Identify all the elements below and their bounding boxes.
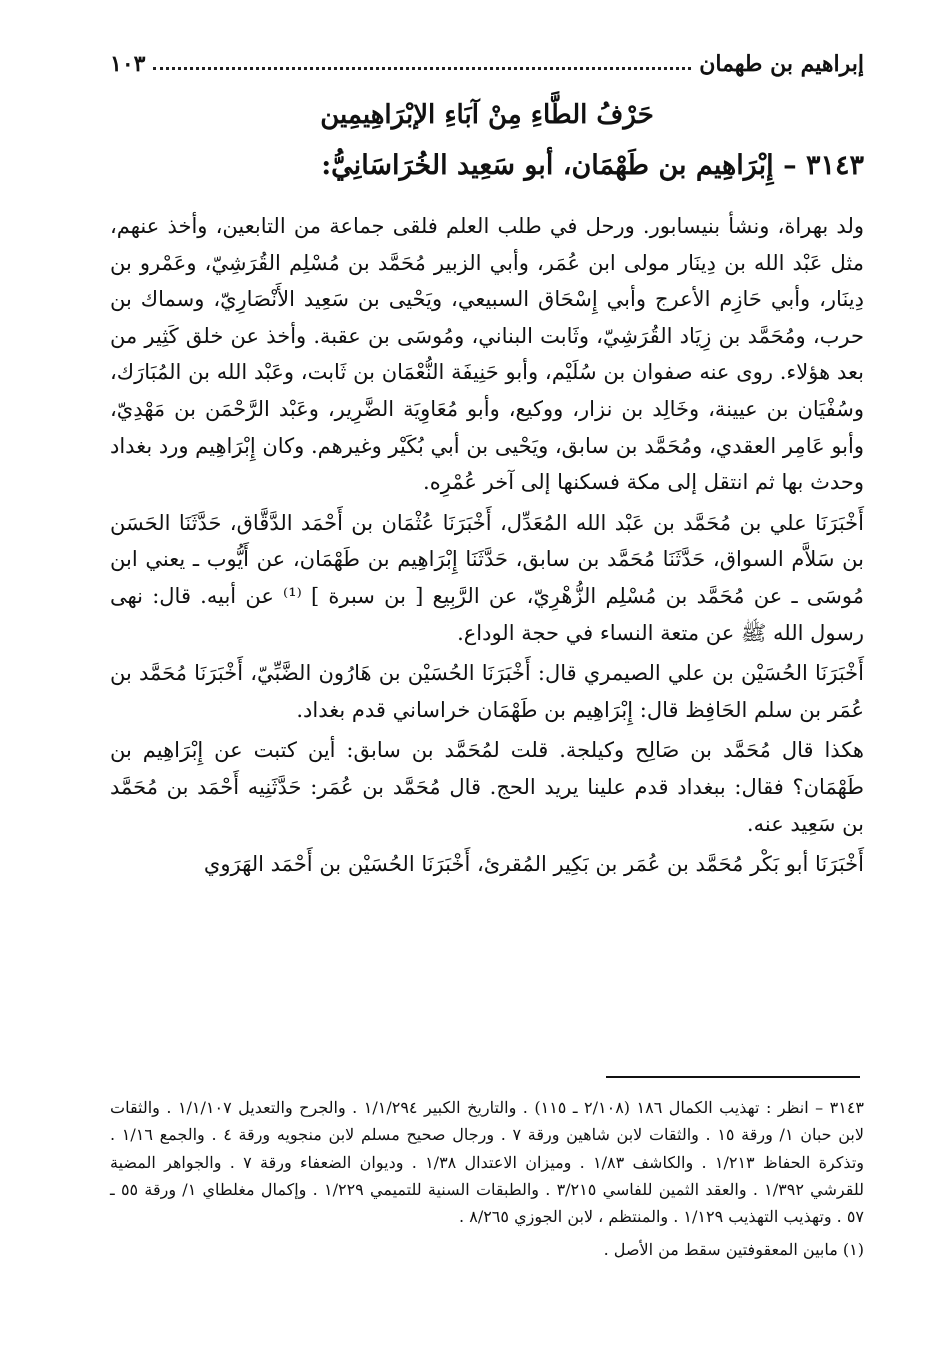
footnotes [110,1094,864,1264]
remark-paragraph: هكذا قال مُحَمَّد بن صَالِح وكيلجة. قلت لمُحَمَّد بن سابق: أين كتبت عن إِبْرَاهِيم بن طَهْمَان؟ فقال: ببغداد قدم علينا يريد الحج. قال مُحَمَّد بن عُمَر: حَدَّثَنِيه أَحْمَد بن مُحَمَّد بن سَعِيد عنه. [110,738,864,836]
narration-paragraph: أَخْبَرَنَا الحُسَيْن بن علي الصيمري قال: أَخْبَرَنَا الحُسَيْن بن هَارُون الضَّبِّيّ، أَخْبَرَنَا مُحَمَّد بن عُمَر بن سلم الحَافِظ قال: إِبْرَاهِيم بن طَهْمَان خراساني قدم بغداد. [110,661,864,722]
running-header [110,44,864,84]
reference-footnote: ٣١٤٣ – انظر : تهذيب الكمال ١٨٦ (٢/١٠٨ ـ ١١٥) . والتاريخ الكبير ١/١/٢٩٤ . والجرح والتعديل ١/١/١٠٧ . والثقات لابن حبان ١/ ورقة ١٥ . والثقات لابن شاهين ورقة ٧ . ورجال صحيح مسلم لابن منجويه ورقة ٤ . والجمع ١/١٦ . وتذكرة الحفاظ ١/٢١٣ . والكاشف ١/٨٣ . وميزان الاعتدال ١/٣٨ . وديوان الضعفاء ورقة ٧ . والجواهر المضية للقرشي ١/٣٩٢ . والعقد الثمين للفاسي ٣/٢١٥ . والطبقات السنية للتميمي ١/٢٢٩ . وإكمال مغلطاي ١/ ورقة ٥٥ ـ ٥٧ . وتهذيب التهذيب ١/١٢٩ . والمنتظم ، لابن الجوزي ٨/٢٦٥ . [110,1098,865,1227]
continuation-paragraph: أَخْبَرَنَا أبو بَكْر مُحَمَّد بن عُمَر بن بَكِير المُقرئ، أَخْبَرَنَا الحُسَيْن بن أَحْمَد الهَرَوي [203,852,864,877]
header-leader-dots [153,67,691,70]
header-title: إبراهيم بن طهمان [699,51,864,77]
footnote-separator [606,1076,860,1078]
entry-body [110,208,864,883]
footnote-1: (١) مابين المعقوفتين سقط من الأصل . [603,1240,864,1260]
page-number: ١٠٣ [110,51,146,77]
biography-paragraph: ولد بهراة، ونشأ بنيسابور. ورحل في طلب العلم فلقى جماعة من التابعين، وأخذ عنهم، مثل عَبْد الله بن دِينَار مولى ابن عُمَر، وأبي الزبير مُحَمَّد بن مُسْلِم القُرَشِيّ، وعَمْرو بن دِينَار، وأبي حَازِم الأعرج وأبي إِسْحَاق السبيعي، ويَحْيى بن سَعِيد الأَنْصَارِيّ، وسماك بن حرب، ومُحَمَّد بن زِيَاد القُرَشِيّ، وثَابت البناني، ومُوسَى بن عقبة. وأخذ عن خلق كَثِير من بعد هؤلاء. روى عنه صفوان بن سُلَيْم، وأبو حَنِيفَة النُّعْمَان بن ثَابت، وعَبْد الله بن المُبَارَك، وسُفْيَان بن عيينة، وخَالِد بن نزار، ووكيع، وأبو مُعَاوِيَة الضَّرِير، وعَبْد الرَّحْمَن بن مَهْدِيّ، وأبو عَامِر العقدي، ومُحَمَّد بن سابق، ويَحْيى بن أبي بُكَيْر وغيرهم. وكان إِبْرَاهِيم ورد بغداد وحدث بها ثم انتقل إلى مكة فسكنها إلى آخر عُمْرِه. [110,214,864,495]
hadith-paragraph: أَخْبَرَنَا علي بن مُحَمَّد بن عَبْد الله المُعَدِّل، أَخْبَرَنَا عُثْمَان بن أَحْمَد الدَّقَّاق، حَدَّثَنَا الحَسَن بن سَلاَّم السواق، حَدَّثَنَا مُحَمَّد بن سابق، حَدَّثَنَا إِبْرَاهِيم بن طَهْمَان، عن أَيُّوب ـ يعني ابن مُوسَى ـ عن مُحَمَّد بن مُسْلِم الزُّهْرِيّ، عن الرَّبِيع [ بن سبرة ] ⁽¹⁾ عن أبيه. قال: نهى رسول الله ﷺ عن متعة النساء في حجة الوداع. [110,510,865,645]
chapter-title: حَرْفُ الطَّاءِ مِنْ آبَاءِ الإبْرَاهِيمِين [320,100,654,130]
entry-heading: ٣١٤٣ – إِبْرَاهِيم بن طَهْمَان، أبو سَعِيد الخُرَاسَانِيُّ: [321,150,864,181]
